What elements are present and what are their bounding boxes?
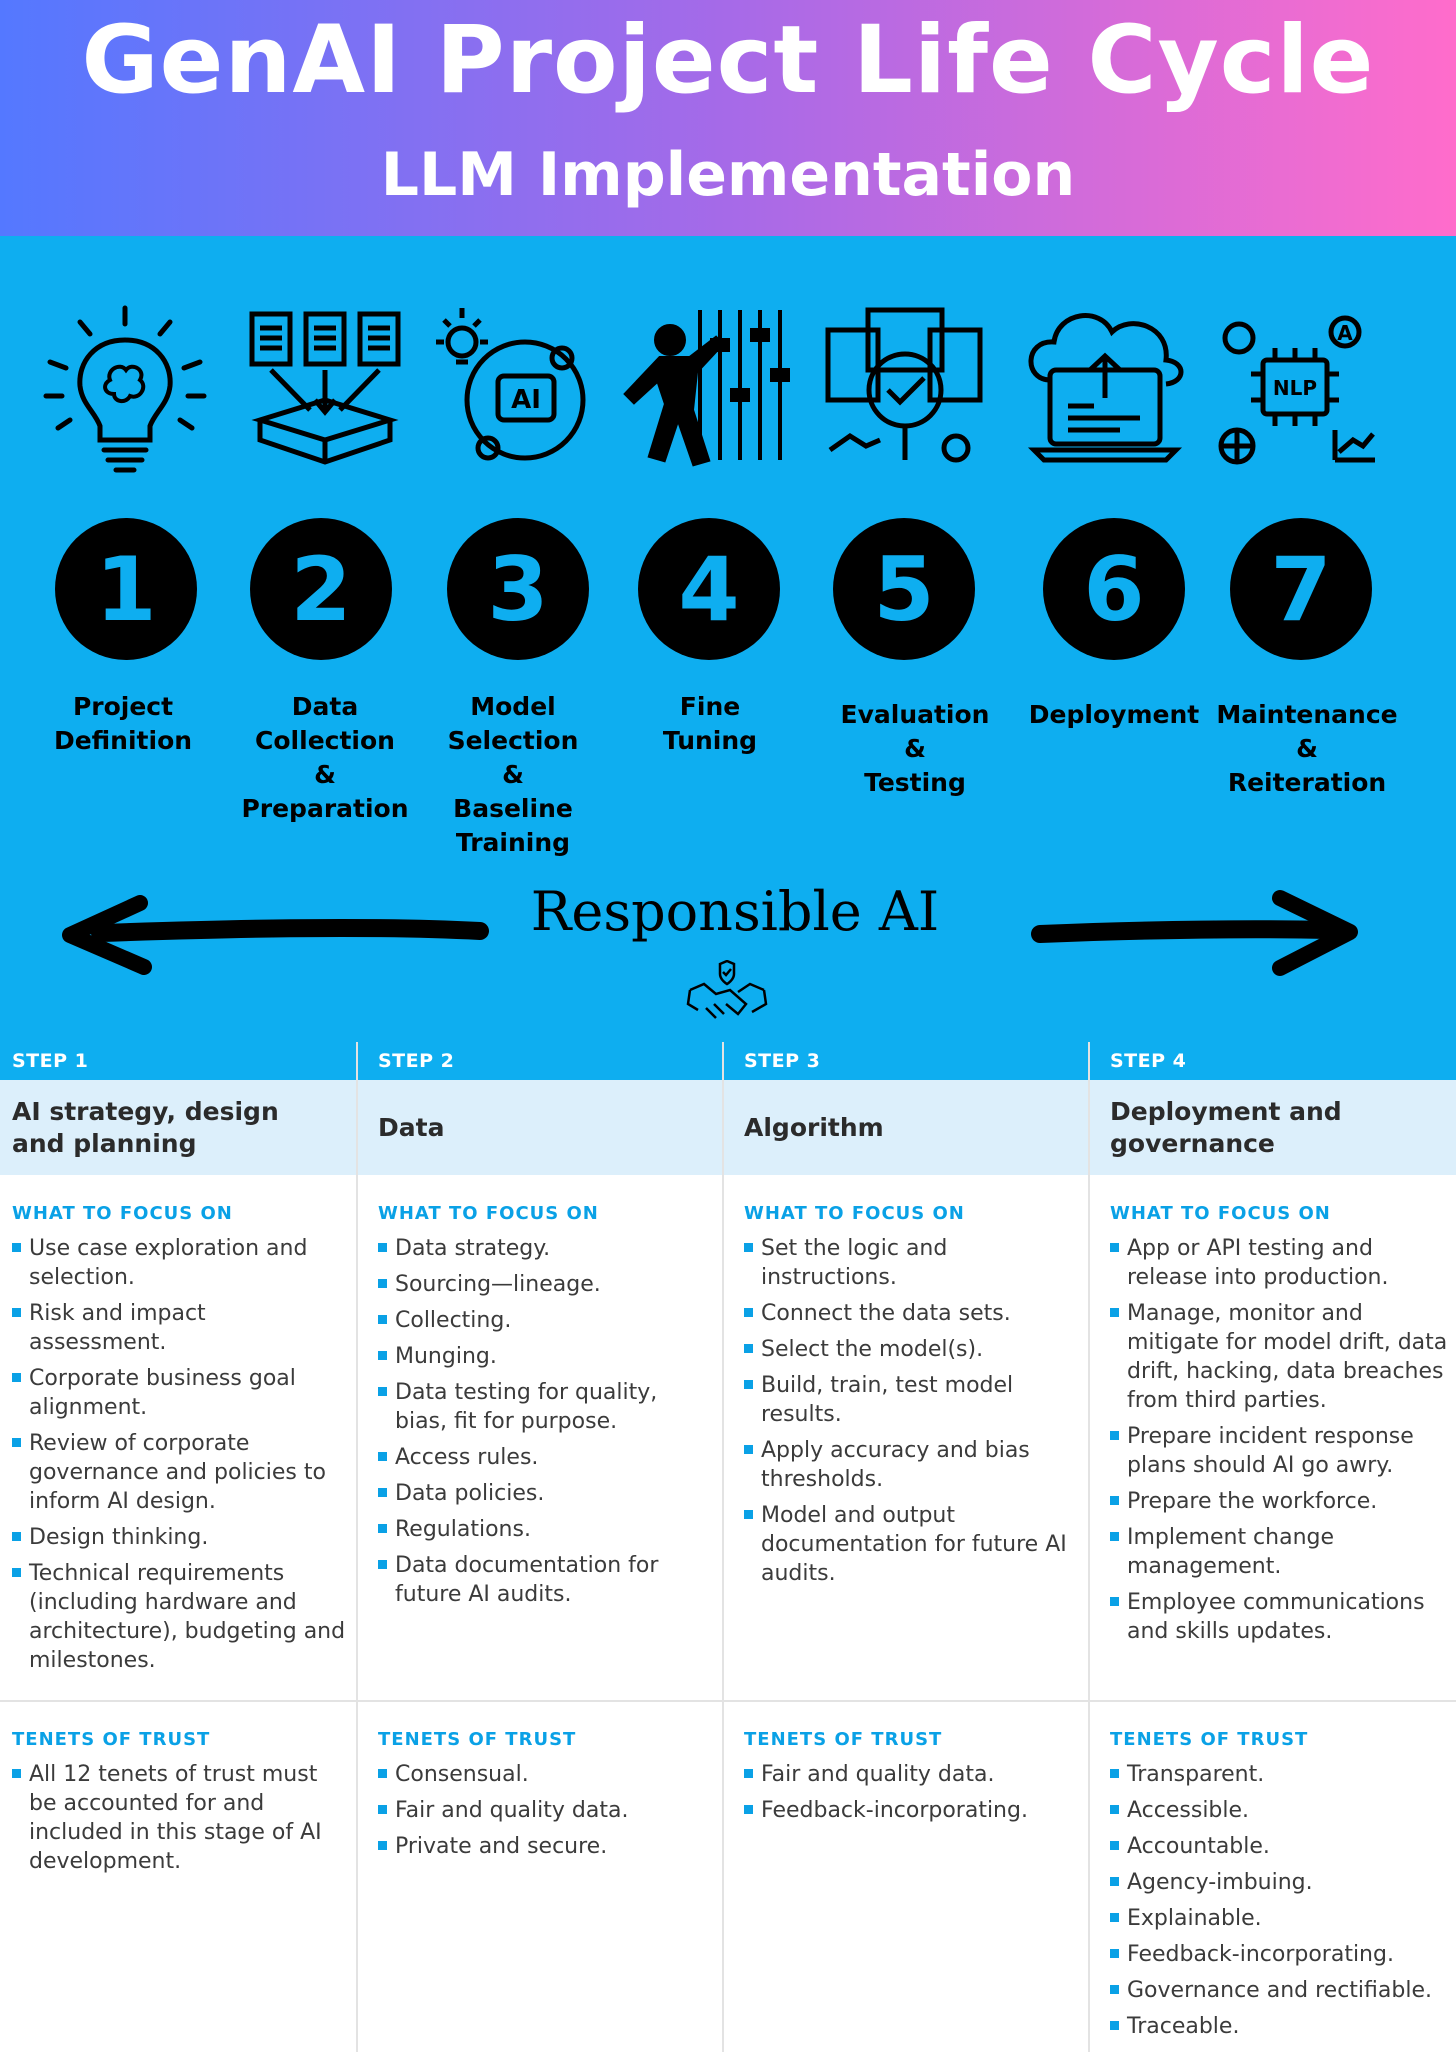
focus-item: Apply accuracy and bias thresholds. — [744, 1436, 1079, 1494]
step-1-header: STEP 1 — [0, 1042, 366, 1080]
focus-list — [1110, 1234, 1450, 1646]
column-divider — [1088, 1042, 1090, 2052]
step-number-6: 6 — [1043, 518, 1185, 660]
step-3-trust: TENETS OF TRUST Fair and quality data. Feedback-incorporating. — [744, 1729, 1079, 1832]
column-divider — [356, 1042, 358, 2052]
focus-item: Data documentation for future AI audits. — [378, 1551, 713, 1609]
focus-item: Employee communications and skills updates. — [1110, 1588, 1450, 1646]
focus-item: Technical requirements (including hardware and architecture), budgeting and milestones. — [12, 1559, 347, 1675]
trust-item: Governance and rectifiable. — [1110, 1976, 1450, 2005]
column-divider — [722, 1042, 724, 2052]
focus-item: Review of corporate governance and policies to inform AI design. — [12, 1429, 347, 1516]
focus-item: Corporate business goal alignment. — [12, 1364, 347, 1422]
person-adjusting-sliders-icon — [620, 300, 790, 480]
step-number-5: 5 — [833, 518, 975, 660]
right-arrow-icon — [1030, 888, 1360, 978]
step-label-evaluation: Evaluation & Testing — [840, 700, 990, 797]
trust-list — [744, 1760, 1079, 1825]
focus-item: Implement change management. — [1110, 1523, 1450, 1581]
focus-item: Regulations. — [378, 1515, 713, 1544]
step-label-deployment: Deployment — [1028, 700, 1200, 729]
nlp-chip-icon — [1215, 300, 1385, 480]
trust-item: Agency-imbuing. — [1110, 1868, 1450, 1897]
step-4-header: STEP 4 — [1098, 1042, 1456, 1080]
focus-item: Use case exploration and selection. — [12, 1234, 347, 1292]
step-4-name: Deployment and governance — [1110, 1096, 1342, 1158]
step-number-3: 3 — [447, 518, 589, 660]
responsible-ai-label: Responsible AI — [530, 880, 940, 943]
step-2-header: STEP 2 — [366, 1042, 732, 1080]
step-2-trust: TENETS OF TRUST Consensual. Fair and quality data. Private and secure. — [378, 1729, 713, 1868]
step-3-focus: WHAT TO FOCUS ON Set the logic and instructions. Connect the data sets. Select the model(s). Build, train, test model results. Apply accuracy and bias thresholds. Model and output documentation for future AI audits. — [744, 1203, 1079, 1595]
focus-item: Sourcing—lineage. — [378, 1270, 713, 1299]
step-number-2: 2 — [250, 518, 392, 660]
step-3-name: Algorithm — [744, 1112, 884, 1142]
focus-item: Risk and impact assessment. — [12, 1299, 347, 1357]
focus-item: Data testing for quality, bias, fit for purpose. — [378, 1378, 713, 1436]
focus-item: Prepare incident response plans should AI go awry. — [1110, 1422, 1450, 1480]
trust-item: Private and secure. — [378, 1832, 713, 1861]
focus-item: Select the model(s). — [744, 1335, 1079, 1364]
step-label-model-selection: Model Selection & Baseline Training — [447, 692, 579, 857]
trust-item: Fair and quality data. — [378, 1796, 713, 1825]
focus-item: Connect the data sets. — [744, 1299, 1079, 1328]
focus-item: Access rules. — [378, 1443, 713, 1472]
trust-item: Accessible. — [1110, 1796, 1450, 1825]
focus-item: Data policies. — [378, 1479, 713, 1508]
focus-item: Model and output documentation for future AI audits. — [744, 1501, 1079, 1588]
focus-item: Prepare the workforce. — [1110, 1487, 1450, 1516]
svg-text:NLP: NLP — [1272, 376, 1318, 400]
focus-list — [744, 1234, 1079, 1588]
step-label-maintenance: Maintenance & Reiteration — [1216, 700, 1398, 797]
step-label-fine-tuning: Fine Tuning — [662, 692, 758, 755]
focus-item: Munging. — [378, 1342, 713, 1371]
page-subtitle: LLM Implementation — [380, 140, 1076, 210]
step-label-data-collection: Data Collection & Preparation — [241, 692, 409, 823]
row-divider — [0, 1700, 1456, 1702]
page-title: GenAI Project Life Cycle — [81, 6, 1375, 115]
focus-item: Collecting. — [378, 1306, 713, 1335]
left-arrow-icon — [60, 895, 490, 975]
focus-item: Set the logic and instructions. — [744, 1234, 1079, 1292]
trust-list — [1110, 1760, 1450, 2041]
focus-list — [378, 1234, 713, 1609]
trust-item: All 12 tenets of trust must be accounted for and included in this stage of AI development. — [12, 1760, 347, 1876]
trust-item: Accountable. — [1110, 1832, 1450, 1861]
handshake-shield-icon — [686, 960, 768, 1024]
documents-into-tray-icon — [240, 300, 410, 480]
focus-list — [12, 1234, 347, 1675]
trust-item: Feedback-incorporating. — [1110, 1940, 1450, 1969]
step-4-trust: TENETS OF TRUST Transparent. Accessible. Accountable. Agency-imbuing. Explainable. Feedback-incorporating. Governance and rectifiable. Traceable. — [1110, 1729, 1450, 2048]
focus-item: Data strategy. — [378, 1234, 713, 1263]
magnifier-check-icon — [820, 300, 990, 480]
trust-item: Explainable. — [1110, 1904, 1450, 1933]
step-2-focus: WHAT TO FOCUS ON Data strategy. Sourcing—lineage. Collecting. Munging. Data testing for quality, bias, fit for purpose. Access rules. Data policies. Regulations. Data documentation for future AI audits. — [378, 1203, 713, 1616]
header-banner — [0, 0, 1456, 236]
step-4-focus: WHAT TO FOCUS ON App or API testing and release into production. Manage, monitor and mitigate for model drift, data drift, hacking, data breaches from third parties. Prepare incident response plans should AI go awry. Prepare the workforce. Implement change management. Employee communications and skills updates. — [1110, 1203, 1450, 1653]
cloud-upload-laptop-icon — [1020, 300, 1190, 480]
lightbulb-brain-icon — [40, 300, 210, 480]
focus-item: Build, train, test model results. — [744, 1371, 1079, 1429]
svg-text:AI: AI — [511, 385, 541, 415]
ai-gears-icon — [430, 300, 600, 480]
trust-item: Traceable. — [1110, 2012, 1450, 2041]
focus-item: Manage, monitor and mitigate for model drift, data drift, hacking, data breaches from third parties. — [1110, 1299, 1450, 1415]
focus-item: App or API testing and release into production. — [1110, 1234, 1450, 1292]
trust-item: Consensual. — [378, 1760, 713, 1789]
focus-item: Design thinking. — [12, 1523, 347, 1552]
trust-item: Fair and quality data. — [744, 1760, 1079, 1789]
step-2-name: Data — [378, 1112, 445, 1142]
step-label-project-definition: Project Definition — [53, 692, 193, 755]
trust-item: Feedback-incorporating. — [744, 1796, 1079, 1825]
step-1-name: AI strategy, design and planning — [12, 1096, 279, 1158]
trust-list — [378, 1760, 713, 1861]
step-number-1: 1 — [55, 518, 197, 660]
step-1-trust: TENETS OF TRUST All 12 tenets of trust must be accounted for and included in this stage of AI development. — [12, 1729, 347, 1883]
step-3-header: STEP 3 — [732, 1042, 1098, 1080]
step-number-4: 4 — [638, 518, 780, 660]
trust-list — [12, 1760, 347, 1876]
step-number-7: 7 — [1230, 518, 1372, 660]
svg-text:A: A — [1337, 321, 1353, 345]
step-1-focus: WHAT TO FOCUS ON Use case exploration and selection. Risk and impact assessment. Corporate business goal alignment. Review of corporate governance and policies to inform AI design. Design thinking. Technical requirements (including hardware and architecture), budgeting and milestones. — [12, 1203, 346, 1673]
trust-item: Transparent. — [1110, 1760, 1450, 1789]
